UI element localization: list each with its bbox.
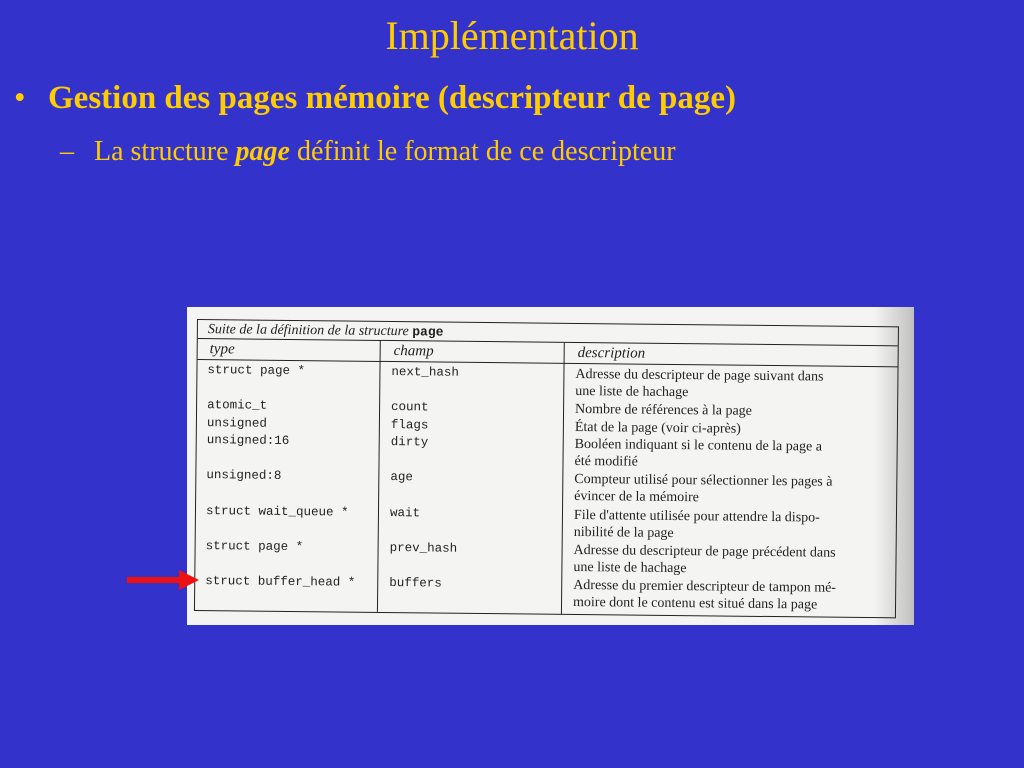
cell-description: Booléen indiquant si le contenu de la page a (574, 436, 823, 455)
slide-title: Implémentation (385, 13, 639, 58)
cell-champ: flags (390, 418, 429, 433)
table-frame (194, 319, 899, 618)
bullet-bold-text: Gestion des pages mémoire (48, 80, 430, 116)
sub-bullet (60, 136, 676, 168)
sub-bullet-marker: – (60, 136, 74, 167)
cell-description: été modifié (574, 453, 638, 470)
cell-champ: next_hash (391, 365, 460, 380)
cell-champ: prev_hash (389, 541, 458, 556)
cell-champ: buffers (389, 576, 442, 591)
cell-champ: count (391, 400, 429, 415)
cell-type: atomic_t (207, 398, 268, 413)
header-champ: champ (393, 343, 434, 360)
cell-type: struct wait_queue * (205, 504, 349, 520)
scanned-table-image (187, 307, 914, 625)
cell-description: Adresse du premier descripteur de tampon mé- (573, 577, 837, 596)
red-arrow-icon (127, 570, 199, 590)
cell-champ: dirty (390, 435, 429, 450)
cell-description: Adresse du descripteur de page précédent dans (573, 542, 836, 561)
caption-code: page (412, 324, 444, 340)
column-divider (377, 341, 381, 612)
cell-description: évincer de la mémoire (574, 488, 700, 506)
sub-bullet-suffix: définit le format de ce descripteur (289, 136, 676, 167)
bullet-rest-text: (descripteur de page) (429, 80, 737, 116)
cell-description: une liste de hachage (575, 383, 689, 401)
cell-champ: age (390, 470, 413, 485)
caption-text: Suite de la définition de la structure (207, 322, 409, 340)
cell-type: unsigned:16 (206, 433, 290, 448)
column-divider (561, 343, 565, 614)
cell-description: nibilité de la page (573, 524, 674, 542)
cell-champ: wait (389, 506, 421, 521)
header-description: description (577, 344, 646, 362)
cell-description: Compteur utilisé pour sélectionner les pages à (574, 471, 833, 490)
cell-type: unsigned (206, 416, 267, 431)
cell-type: struct page * (205, 539, 304, 555)
cell-type: unsigned:8 (206, 468, 282, 483)
cell-description: moire dont le contenu est situé dans la page (572, 594, 818, 613)
cell-description: Nombre de références à la page (574, 401, 752, 419)
sub-bullet-keyword: page (235, 136, 290, 167)
bullet-marker: • (14, 80, 26, 116)
cell-type: struct page * (207, 363, 306, 379)
cell-description: une liste de hachage (573, 559, 687, 577)
cell-type: struct buffer_head * (205, 574, 356, 590)
header-type: type (209, 341, 235, 358)
cell-description: Adresse du descripteur de page suivant dans (575, 366, 824, 385)
main-bullet (14, 80, 736, 117)
cell-description: File d'attente utilisée pour attendre la dispo- (573, 507, 820, 526)
cell-description: État de la page (voir ci-après) (574, 419, 741, 437)
sub-bullet-prefix: La structure (94, 136, 236, 167)
